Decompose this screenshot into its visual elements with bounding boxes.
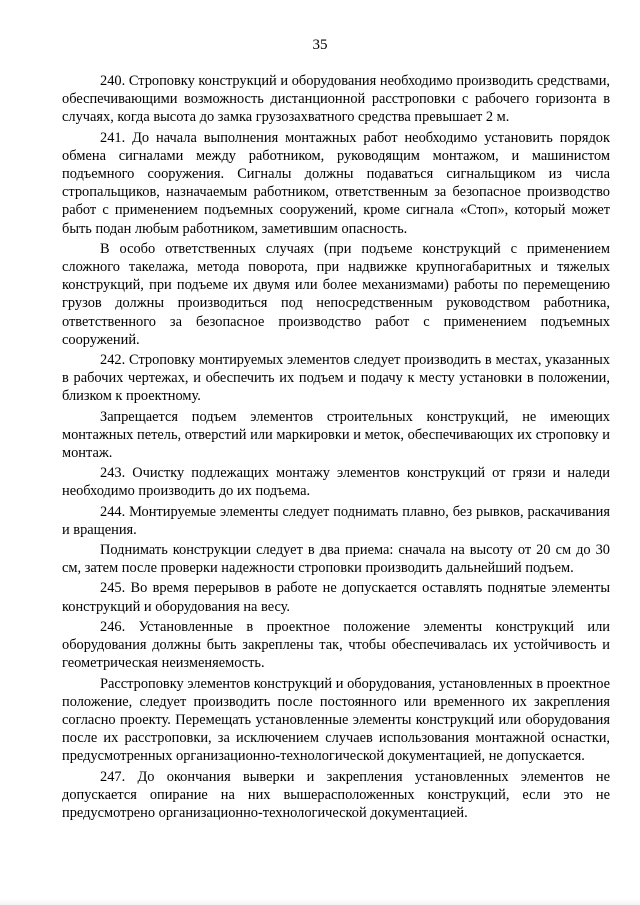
paragraph-244: 244. Монтируемые элементы следует поднимать плавно, без рывков, раскачивания и вращения. xyxy=(62,503,610,538)
paragraph-240: 240. Строповку конструкций и оборудования необходимо производить средствами, обеспечивающими возможность дистанционной расстроповки с рабочего горизонта в случаях, когда высота до замка грузозахватного средства превышает 2 м. xyxy=(62,73,610,126)
paragraph-242-prohibition: Запрещается подъем элементов строительных конструкций, не имеющих монтажных петель, отверстий или маркировки и меток, обеспечивающих их строповку и монтаж. xyxy=(62,408,610,462)
paragraph-241: 241. До начала выполнения монтажных работ необходимо установить порядок обмена сигналами между работником, руководящим монтажом, и машинистом подъемного сооружения. Сигналы должны подаваться сигнальщиком из числа стропальщиков, назначаемым работником, ответственным за безопасное производство работ с применением подъемных сооружений, кроме сигнала «Стоп», который может быть подан любым работником, заметившим опасность. xyxy=(62,129,610,237)
document-body xyxy=(62,72,610,822)
paragraph-243: 243. Очистку подлежащих монтажу элементов конструкций от грязи и наледи необходимо производить до их подъема. xyxy=(62,465,610,500)
paragraph-242: 242. Строповку монтируемых элементов следует производить в местах, указанных в рабочих чертежах, и обеспечить их подъем и подачу к месту установки в положении, близком к проектному. xyxy=(62,352,610,405)
paragraph-246: 246. Установленные в проектное положение элементы конструкций или оборудования должны быть закреплены так, чтобы обеспечивалась их устойчивость и геометрическая неизменяемость. xyxy=(62,618,610,672)
paragraph-247: 247. До окончания выверки и закрепления установленных элементов не допускается опирание на них вышерасположенных конструкций, если это не предусмотрено организационно-технологической документацией. xyxy=(62,768,610,821)
paragraph-241-special-cases: В особо ответственных случаях (при подъеме конструкций с применением сложного такелажа, метода поворота, при надвижке крупногабаритных и тяжелых конструкций, при подъеме их двумя или более механизмами) работы по перемещению грузов должны производиться под непосредственным руководством работника, ответственного за безопасное производство работ с применением подъемных сооружений. xyxy=(62,240,610,348)
paragraph-246-unslinging: Расстроповку элементов конструкций и оборудования, установленных в проектное положение, следует производить после постоянного или временного их закрепления согласно проекту. Перемещать установленные элементы конструкций или оборудования после их расстроповки, за исключением случаев использования монтажной оснастки, предусмотренных организационно-технологической документацией, не допускается. xyxy=(62,675,610,765)
page-number: 35 xyxy=(312,37,328,53)
scan-edge-shadow xyxy=(0,899,640,905)
paragraph-244-two-stage-lift: Поднимать конструкции следует в два приема: сначала на высоту от 20 см до 30 см, затем после проверки надежности строповки производить дальнейший подъем. xyxy=(62,542,610,577)
paragraph-245: 245. Во время перерывов в работе не допускается оставлять поднятые элементы конструкций и оборудования на весу. xyxy=(62,580,610,615)
